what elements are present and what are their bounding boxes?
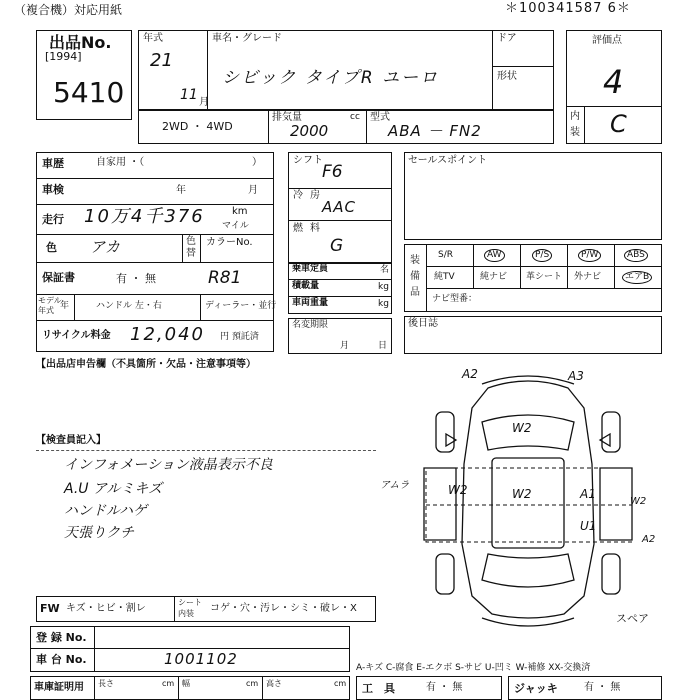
deadline-label: 名変期限	[292, 320, 329, 330]
ac-value: AAC	[322, 198, 356, 216]
equipment-label-2: 備	[410, 271, 420, 282]
model-year-unit: 年	[60, 301, 70, 311]
mark-a3-front: A3	[568, 369, 584, 383]
lot-label: 出品No.	[49, 33, 112, 52]
spare-label: スペア	[616, 612, 649, 625]
equipment-abs: ABS	[624, 249, 648, 262]
model-year-label-1: モデル	[38, 296, 62, 305]
inspection-label: 車検	[42, 183, 64, 196]
equipment-leather-seats: 革シート	[526, 272, 563, 282]
dim-width-unit: cm	[246, 679, 259, 688]
inspector-notes-label: 【検査員記入】	[36, 435, 106, 446]
color-change-2: 替	[186, 248, 196, 259]
interior-value: C	[610, 110, 627, 138]
mark-w2-hood: W2	[512, 421, 532, 435]
shift-label: シフト	[293, 155, 323, 166]
jack-label: ジャッキ	[514, 682, 558, 695]
inspection-month-unit: 月	[248, 185, 258, 196]
garage-cert-label: 車庫証明用	[34, 682, 84, 693]
lot-number: 5410	[53, 76, 125, 109]
fuel-value: G	[330, 236, 344, 256]
registration-value: 自家用 ・（	[96, 157, 145, 168]
year-value: 21	[150, 50, 173, 71]
equipment-power-windows: P/W	[578, 249, 601, 262]
mileage-unit-mile: マイル	[222, 221, 249, 231]
rear-notes-label: 後日誌	[408, 318, 438, 329]
seat-items: コゲ・穴・汚レ・シミ・破レ・X	[210, 603, 357, 614]
ac-label-1: 冷	[293, 190, 303, 201]
jack-options: 有 ・ 無	[584, 682, 621, 693]
deadline-day: 日	[378, 341, 388, 351]
lot-box	[36, 30, 132, 120]
month-value: 11	[180, 87, 198, 103]
dim-width-label: 幅	[182, 679, 190, 688]
score-label: 評価点	[592, 35, 622, 46]
inspection-year-unit: 年	[176, 185, 186, 196]
exhibitor-notes-label: 【出品店申告欄（不具箇所・欠品・注意事項等）	[36, 359, 256, 370]
form-type-note: （複合機）対応用紙	[14, 3, 123, 17]
fuel-label-1: 燃	[293, 223, 303, 234]
year-label: 年式	[143, 33, 163, 44]
registration-close: ）	[252, 157, 262, 168]
displacement-value: 2000	[290, 122, 329, 140]
mileage-label: 走行	[42, 213, 64, 226]
capacity-unit: 名	[380, 265, 390, 275]
sheet-code: ＊100341587 6＊	[505, 1, 631, 16]
color-label: 色	[46, 241, 57, 254]
rear-notes-box	[404, 316, 662, 354]
displacement-unit: cc	[350, 112, 360, 122]
mark-a1-right: A1	[580, 487, 596, 501]
registration-label: 車歴	[42, 157, 64, 170]
damage-diagram	[380, 364, 696, 636]
dim-height-label: 高さ	[266, 679, 282, 688]
deadline-month: 月	[340, 341, 350, 351]
shape-label: 形状	[497, 71, 517, 82]
equipment-label-1: 装	[410, 255, 420, 266]
color-value: アカ	[90, 238, 120, 256]
recycle-unit: 円 預託済	[220, 332, 259, 342]
inspector-note-3: ハンドルハゲ	[64, 503, 148, 519]
inspector-note-4: 天張りクチ	[64, 525, 134, 541]
equipment-genuine-navi: 純ナビ	[480, 272, 508, 282]
equipment-alloy-wheels: AW	[484, 249, 505, 262]
mark-w2-right: W2	[630, 496, 647, 507]
mark-w2-roof: W2	[512, 487, 532, 501]
fw-label: FW	[40, 602, 60, 615]
weight-unit: kg	[378, 299, 389, 309]
warranty-label: 保証書	[42, 271, 75, 284]
registration-no-label: 登 録 No.	[36, 631, 87, 644]
lot-year: [1994]	[45, 50, 82, 63]
equipment-sunroof: S/R	[438, 250, 453, 260]
model-code-label: 型式	[370, 112, 390, 123]
seat-label-1: シート	[178, 598, 202, 607]
dealer-label: ディーラー・並行	[205, 301, 277, 311]
load-unit: kg	[378, 282, 389, 292]
handle-label: ハンドル 左・右	[96, 301, 162, 311]
chassis-no-label: 車 台 No.	[36, 653, 87, 666]
warranty-options: 有 ・ 無	[116, 272, 156, 285]
mileage-unit-km: km	[232, 206, 248, 217]
score-value: 4	[603, 63, 624, 101]
tools-label: 工 具	[362, 682, 395, 695]
tools-options: 有 ・ 無	[426, 682, 463, 693]
drive-type: 2WD ・ 4WD	[162, 120, 233, 133]
history-box	[36, 152, 277, 352]
displacement-label: 排気量	[272, 112, 302, 123]
capacity-label: 乗車定員	[292, 264, 329, 274]
sales-point-label: セールスポイント	[408, 155, 488, 166]
mark-a2-rear: A2	[642, 534, 656, 545]
color-change-1: 色	[186, 236, 196, 247]
navi-model-label: ナビ型番：	[432, 294, 478, 304]
model-year-label-2: 年式	[38, 306, 54, 315]
dim-length-label: 長さ	[98, 679, 114, 688]
shift-value: F6	[322, 162, 343, 182]
equipment-airbag: エアB	[622, 271, 652, 284]
fuel-label-2: 料	[310, 223, 320, 234]
recycle-value: 12,040	[130, 324, 205, 345]
color-no-value: R81	[208, 268, 242, 288]
damage-legend: A-キズ C-腐食 E-エクボ S-サビ U-凹ミ W-補修 XX-交換済	[356, 663, 591, 673]
mark-u1-right: U1	[580, 519, 597, 533]
fw-items: キズ・ヒビ・割レ	[66, 603, 146, 614]
door-label: ドア	[497, 33, 517, 44]
seat-label-2: 内装	[178, 609, 194, 618]
month-unit: 月	[199, 97, 209, 108]
load-label: 積載量	[292, 281, 320, 291]
inspector-note-2: A.U アルミキズ	[64, 481, 163, 497]
dim-height-unit: cm	[334, 679, 347, 688]
interior-label-2: 装	[570, 127, 580, 138]
model-value: シビック タイプR ユーロ	[222, 68, 440, 88]
model-code-value: ABA － FN2	[388, 122, 482, 140]
weight-label: 車両重量	[292, 298, 329, 308]
inspector-note-1: インフォメーション液晶表示不良	[64, 457, 273, 473]
equipment-genuine-tv: 純TV	[434, 272, 455, 282]
interior-label-1: 内	[570, 111, 580, 122]
color-no-label: カラーNo.	[206, 237, 253, 248]
mark-left-side: アムラ	[380, 480, 410, 491]
equipment-power-steering: P/S	[532, 249, 552, 262]
ac-label-2: 房	[310, 190, 320, 201]
equipment-aftermarket-navi: 外ナビ	[574, 272, 602, 282]
mark-w2-left: W2	[448, 483, 468, 497]
dim-length-unit: cm	[162, 679, 175, 688]
recycle-label: リサイクル料金	[42, 330, 111, 341]
mileage-value: 10万4千376	[84, 206, 205, 227]
equipment-label-3: 品	[410, 287, 420, 298]
model-label: 車名・グレード	[212, 33, 282, 44]
mark-a2-front: A2	[462, 367, 478, 381]
chassis-no-value: 1001102	[164, 650, 238, 668]
